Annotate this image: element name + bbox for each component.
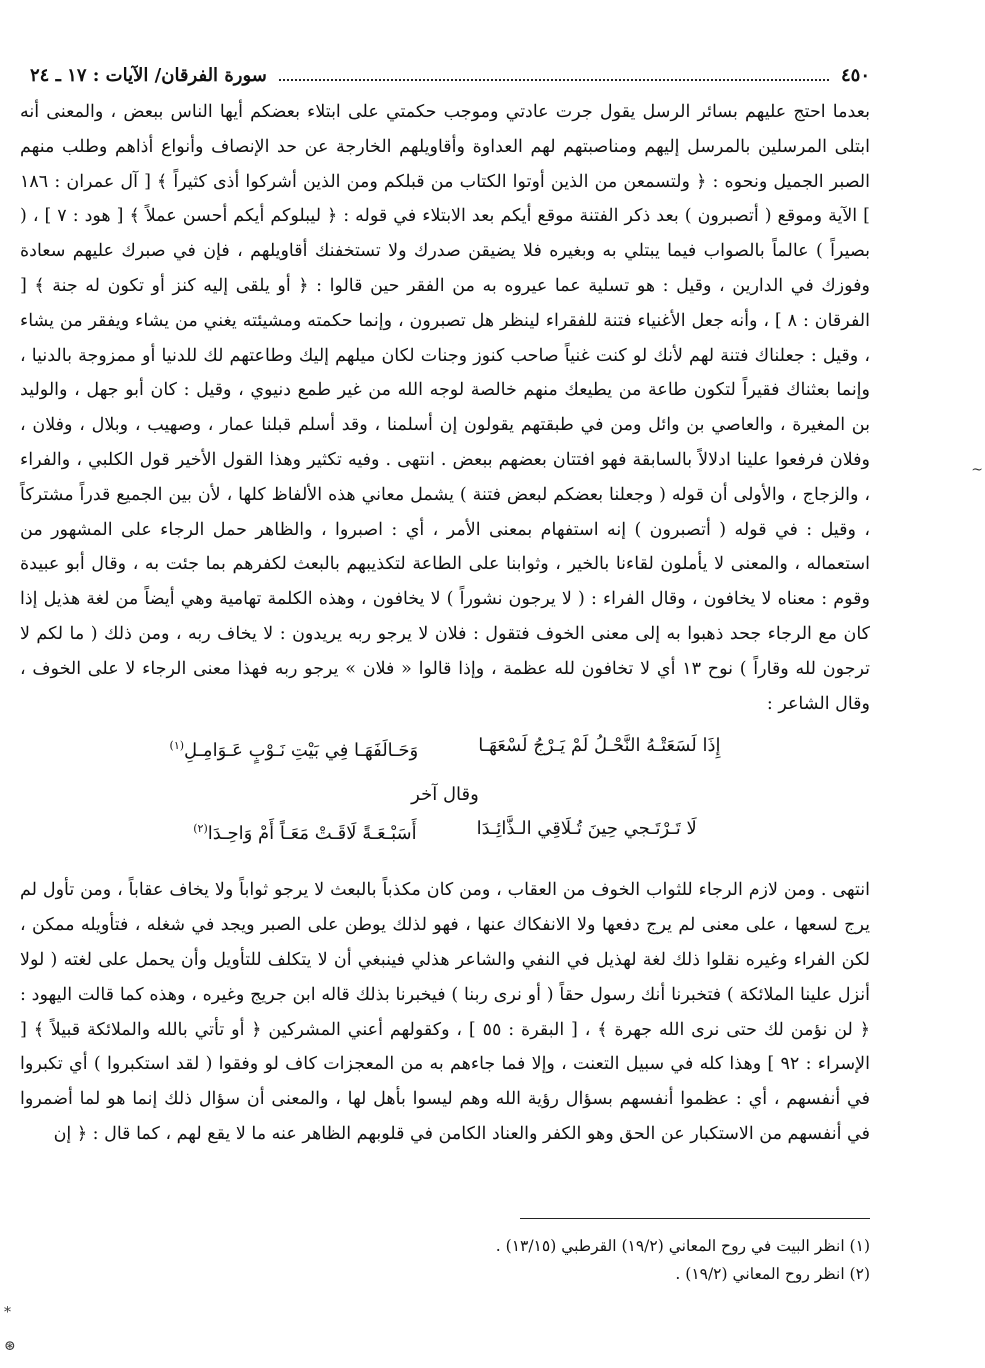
page-number: ٤٥٠ [840, 64, 870, 86]
verse-1-second-hemistich: وَحَـالَفَهَـا فِي بَيْتِ نَـوْبٍ عَـوَامِـلِ$^{(١)}$ [169, 739, 419, 762]
page-body [20, 95, 870, 1152]
poem-verse-2 [20, 812, 870, 851]
footnote-divider [520, 1218, 870, 1219]
verse-2-second-hemistich: أَسَبْـعَـةً لَاقَـتْ مَعَـاً أَمْ وَاحِـدَا$^{(٢)}$ [193, 822, 417, 845]
footnote-ref-1: (١) [169, 739, 185, 753]
paragraph-1: بعدما احتج عليهم بسائر الرسل يقول جرت عادتي وموجب حكمتي على ابتلاء بعضكم أيها الناس ببعض ، والمعنى أنه ابتلى المرسلين بالمرسل إليهم ومناصبتهم لهم العداوة وأقاويلهم الخارجة عن حد الإنصاف وأنواع أذاهم وطلب منهم الصبر الجميل ونحوه : ﴿ ولتسمعن من الذين أوتوا الكتاب من قبلكم ومن الذين أشركوا أذى كثيراً ﴾ [ آل عمران : ١٨٦ ] الآية وموقع ( أتصبرون ) بعد ذكر الفتنة موقع أيكم بعد الابتلاء في قوله : ﴿ ليبلوكم أيكم أحسن عملاً ﴾ [ هود : ٧ ] ، ( بصيراً ) عالماً بالصواب فيما يبتلي به وبغيره فلا يضيقن صدرك ولا تستخفنك أقاويلهم ، فإن في صبرك عليهم سعادة وفوزك في الدارين ، وقيل : هو تسلية عما عيروه به من الفقر حين قالوا : ﴿ أو يلقى إليه كنز أو تكون له جنة ﴾ [ الفرقان : ٨ ] ، وأنه جعل الأغنياء فتنة للفقراء لينظر هل تصبرون ، وإنما حكمته ومشيئته يغني من يشاء ويفقر من يشاء ، وقيل : جعلناك فتنة لهم لأنك لو كنت غنياً صاحب كنوز وجنات لكان ميلهم إليك وطاعتهم لك للدنيا أو ممزوجة بالدنيا ، وإنما بعثناك فقيراً لتكون طاعة من يطيعك منهم خالصة لوجه الله من غير طمع دنيوي ، وقيل : كان أبو جهل ، والوليد بن المغيرة ، والعاصي بن وائل ومن في طبقتهم يقولون إن أسلمنا ، وقد أسلم قبلنا عمار ، وصهيب ، وبلال ، وفلان ، وفلان فرفعوا علينا ادلالاً بالسابقة فهو افتتان بعضهم ببعض . انتهى . وفيه تكثير وهذا القول الأخير قول الكلبي ، والفراء ، والزجاج ، والأولى أن قوله ( وجعلنا بعضكم لبعض فتنة ) يشمل معاني هذه الألفاظ كلها ، لأن بين الجميع قدراً مشتركاً ، وقيل : في قوله ( أتصبرون ) إنه استفهام بمعنى الأمر ، أي : اصبروا ، والظاهر حمل الرجاء على المشهور من استعماله ، والمعنى لا يأملون لقاءنا بالخير ، وثوابنا على الطاعة لتكذيبهم بالبعث لكفرهم بما جئت به ، وقال أبو عبيدة وقوم : معناه لا يخافون ، وقال الفراء : ( لا يرجون نشوراً ) لا يخافون ، وهذه الكلمة تهامية وهي أيضاً من لغة هذيل إذا كان مع الرجاء جحد ذهبوا به إلى معنى الخوف فتقول : فلان لا يرجو ربه يريدون : لا يخاف ربه ، ومن ذلك ( ما لكم لا ترجون لله وقاراً ) نوح ١٣ أي لا تخافون لله عظمة ، وإذا قالوا « فلان » يرجو ربه فهذا معنى الرجاء لا على الخوف ، وقال الشاعر : [20, 102, 870, 714]
poem-verse-1 [20, 729, 870, 768]
footnote-2: (٢) انظر روح المعاني (١٩/٢) . [675, 1265, 870, 1283]
margin-mark: ⁎ [4, 1300, 11, 1316]
running-title: سورة الفرقان/ الآيات : ١٧ ـ ٢٤ [30, 64, 267, 86]
verse-2-intro: وقال آخر [411, 784, 479, 806]
paragraph-2: انتهى . ومن لازم الرجاء للثواب الخوف من العقاب ، ومن كان مكذباً بالبعث لا يرجو ثواباً ولا يخاف عقاباً ، ومن تأول لم يرج لسعها ، على معنى لم يرج دفعها ولا الانفكاك عنها ، فهو لذلك يوطن على الصبر ويجد في شغله ، فتأويله ممكن ، لكن الفراء وغيره نقلوا ذلك لغة لهذيل في النفي والشاعر هذلي فينبغي أن لا يتكلف للتأويل وأن يحمل على لغته ( لولا أنزل علينا الملائكة ) فتخبرنا أنك رسول حقاً ( أو نرى ربنا ) فيخبرنا بذلك قاله ابن جريج وغيره ، وهذه كما قالت اليهود : ﴿ لن نؤمن لك حتى نرى الله جهرة ﴾ ، [ البقرة : ٥٥ ] ، وكقولهم أعني المشركين ﴿ أو تأتي بالله والملائكة قبيلاً ﴾ [ الإسراء : ٩٢ ] وهذا كله في سبيل التعنت ، وإلا فما جاءهم به من المعجزات كاف لو وفقوا ( لقد استكبروا ) أي تكبروا في أنفسهم ، أي : عظموا أنفسهم بسؤال رؤية الله وهم ليسوا بأهل لها ، والمعنى أن سؤال ذلك إنما هو لما أضمروا في أنفسهم من الاستكبار عن الحق وهو الكفر والعناد الكامن في قلوبهم الظاهر عنه ما لا يقع لهم ، كما قال : ﴿ إن [20, 880, 871, 1144]
margin-mark: ⊛ [4, 1338, 16, 1354]
footnote-ref-2: (٢) [193, 822, 208, 836]
verse-2-first-hemistich: لَا تَـرْتَـجي حِينَ تُـلَاقِي الـذَّائِـدَا [476, 818, 697, 840]
page-header [30, 60, 870, 90]
footnote-1: (١) انظر البيت في روح المعاني (١٩/٢) القرطبي (١٣/١٥) . [495, 1237, 870, 1255]
verse-1-first-hemistich: إِذَا لَسَعَتْـهُ النَّحْـلُ لَمْ يَـرْجُ لَسْعَهَـا [478, 735, 721, 757]
footnotes [170, 1232, 870, 1288]
margin-mark: ~ [971, 462, 983, 478]
header-dotted-leader [279, 69, 829, 81]
